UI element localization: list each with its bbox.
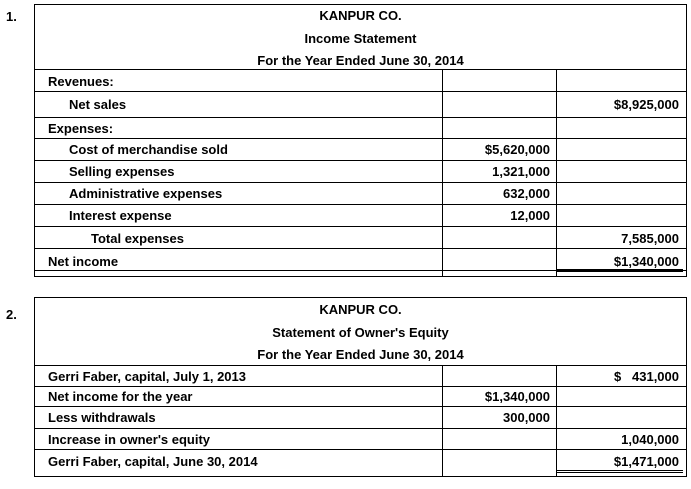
column-line xyxy=(442,69,443,277)
statement-period: For the Year Ended June 30, 2014 xyxy=(257,53,464,68)
header-divider xyxy=(34,365,687,366)
problem-2-number: 2. xyxy=(6,307,17,322)
header-divider xyxy=(34,69,687,70)
row-amount-mid: $5,620,000 xyxy=(484,142,550,157)
row-amount-mid: 632,000 xyxy=(503,186,550,201)
column-line xyxy=(556,69,557,277)
row-amount-right: 7,585,000 xyxy=(621,231,679,246)
row-label: Less withdrawals xyxy=(48,410,156,425)
column-line xyxy=(556,365,557,477)
company-name: KANPUR CO. xyxy=(319,8,402,23)
company-name: KANPUR CO. xyxy=(319,302,402,317)
row-amount-mid: 300,000 xyxy=(503,410,550,425)
owners-equity-statement xyxy=(34,297,687,477)
row-label: Expenses: xyxy=(48,121,114,136)
double-underline xyxy=(557,269,683,272)
row-line xyxy=(34,117,687,118)
row-amount-mid: $1,340,000 xyxy=(484,389,550,404)
row-line xyxy=(34,138,687,139)
row-label: Net income xyxy=(48,254,119,269)
column-line xyxy=(442,365,443,477)
row-amount-right: $8,925,000 xyxy=(613,97,679,112)
row-amount-right: $1,471,000 xyxy=(613,454,679,469)
row-label: Selling expenses xyxy=(69,164,175,179)
row-label: Net income for the year xyxy=(48,389,193,404)
row-amount-right: $1,340,000 xyxy=(613,254,679,269)
problem-1-number: 1. xyxy=(6,9,17,24)
row-label: Increase in owner's equity xyxy=(48,432,211,447)
statement-period: For the Year Ended June 30, 2014 xyxy=(257,347,464,362)
row-line xyxy=(34,182,687,183)
row-label: Interest expense xyxy=(69,208,172,223)
row-line xyxy=(34,406,687,407)
row-line xyxy=(34,160,687,161)
row-amount-mid: 12,000 xyxy=(510,208,550,223)
row-amount-right: $ 431,000 xyxy=(613,369,679,384)
row-label: Cost of merchandise sold xyxy=(69,142,228,157)
row-label: Revenues: xyxy=(48,74,114,89)
row-amount-right: 1,040,000 xyxy=(621,432,679,447)
row-line xyxy=(34,91,687,92)
row-label: Administrative expenses xyxy=(69,186,223,201)
row-line xyxy=(34,248,687,249)
row-label: Net sales xyxy=(69,97,127,112)
row-line xyxy=(34,428,687,429)
statement-title: Income Statement xyxy=(304,31,417,46)
row-label: Gerri Faber, capital, June 30, 2014 xyxy=(48,454,258,469)
row-line xyxy=(34,449,687,450)
row-line xyxy=(34,204,687,205)
double-underline xyxy=(557,470,683,473)
row-line xyxy=(34,226,687,227)
row-label: Gerri Faber, capital, July 1, 2013 xyxy=(48,369,246,384)
row-label: Total expenses xyxy=(91,231,184,246)
statement-title: Statement of Owner's Equity xyxy=(272,325,449,340)
row-line xyxy=(34,386,687,387)
row-amount-mid: 1,321,000 xyxy=(492,164,550,179)
